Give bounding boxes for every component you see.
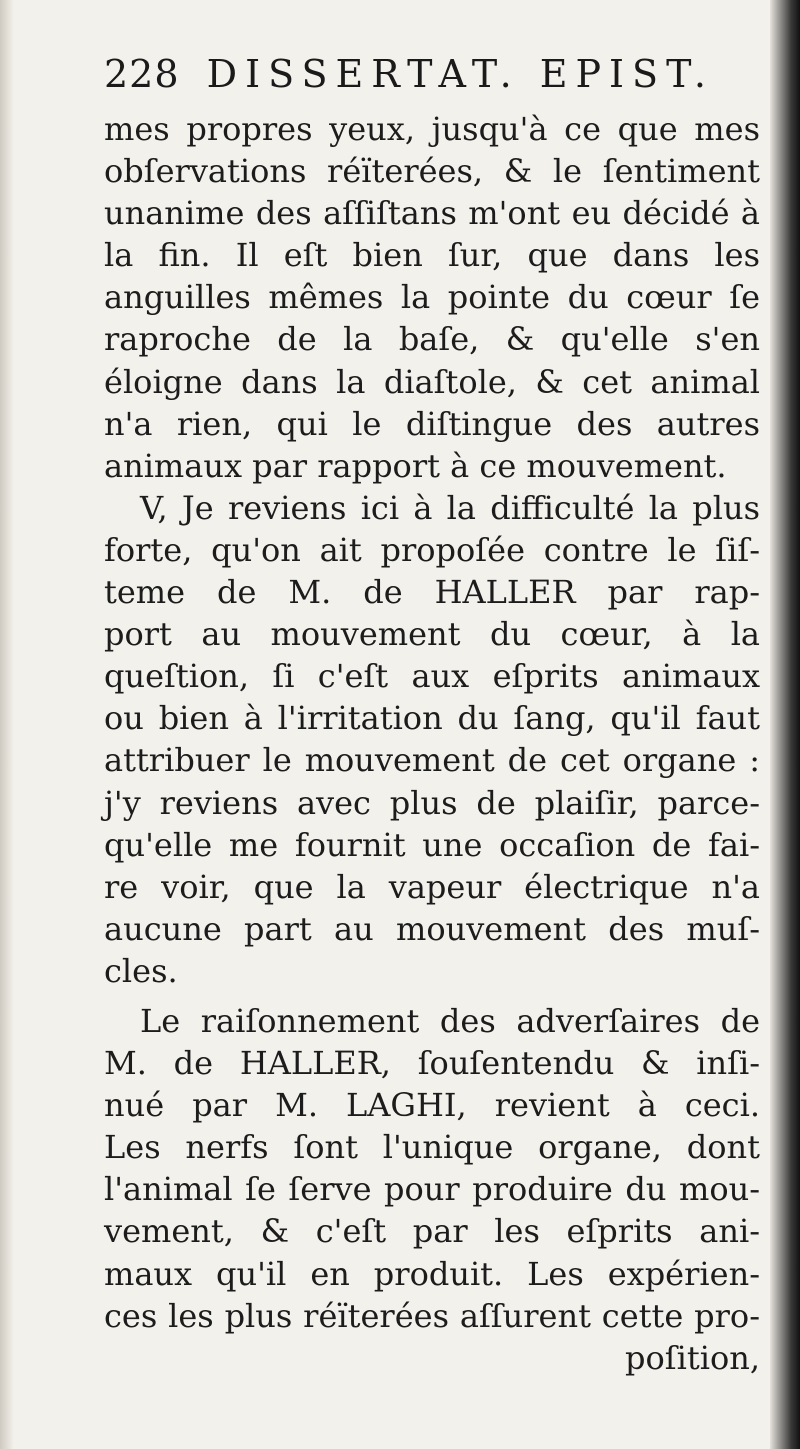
text-line: la fin. Il eſt bien ſur, que dans les [104,236,760,275]
text-line: n'a rien, qui le diſtingue des autres [104,404,760,443]
text-line: poſition, [625,1338,760,1377]
text-line: animaux par rapport à ce mouvement. [104,446,727,485]
text-line: vement, & c'eſt par les eſprits ani- [104,1212,760,1251]
running-head [104,52,714,96]
text-line: M. de HALLER, ſouſentendu & inſi- [104,1044,760,1083]
text-line: re voir, que la vapeur électrique n'a [104,867,760,906]
text-line: qu'elle me fournit une occaſion de fai- [104,825,760,864]
text-line: Les nerfs ſont l'unique organe, dont [104,1128,760,1167]
text-line: aucune part au mouvement des muſ- [104,909,760,948]
body-text [104,108,760,1379]
text-line: V, Je reviens ici à la difficulté la plus [140,488,760,527]
text-line: Le raiſonnement des adverſaires de [140,1001,760,1040]
text-line: éloigne dans la diaſtole, & cet animal [104,362,760,401]
text-line: unanime des aſſiſtans m'ont eu décidé à [104,194,760,233]
text-line: mes propres yeux, jusqu'à ce que mes [104,110,760,148]
text-line: raproche de la baſe, & qu'elle s'en [104,320,760,359]
text-line: anguilles mêmes la pointe du cœur ſe [104,278,760,317]
text-line: obſervations réïterées, & le ſentiment [104,152,760,191]
text-line: port au mouvement du cœur, à la [104,615,760,654]
text-line: nué par M. LAGHI, revient à ceci. [104,1086,760,1125]
text-line: forte, qu'on ait propoſée contre le ſiſ- [104,530,760,569]
text-line: cles. [104,951,178,990]
text-line: ou bien à l'irritation du ſang, qu'il faut [104,699,760,738]
text-line: maux qu'il en produit. Les expérien- [104,1254,760,1293]
page-number: 228 [104,52,180,96]
text-line: j'y reviens avec plus de plaiſir, parce- [104,783,760,822]
running-title: DISSERTAT. EPIST. [206,52,714,96]
text-line: ces les plus réïterées aſſurent cette pro- [104,1296,760,1335]
text-line: attribuer le mouvement de cet organe : [104,741,760,780]
text-line: queſtion, ſi c'eſt aux eſprits animaux [104,657,760,696]
text-line: teme de M. de HALLER par rap- [104,573,760,612]
text-line: l'animal ſe ſerve pour produire du mou- [104,1170,760,1209]
